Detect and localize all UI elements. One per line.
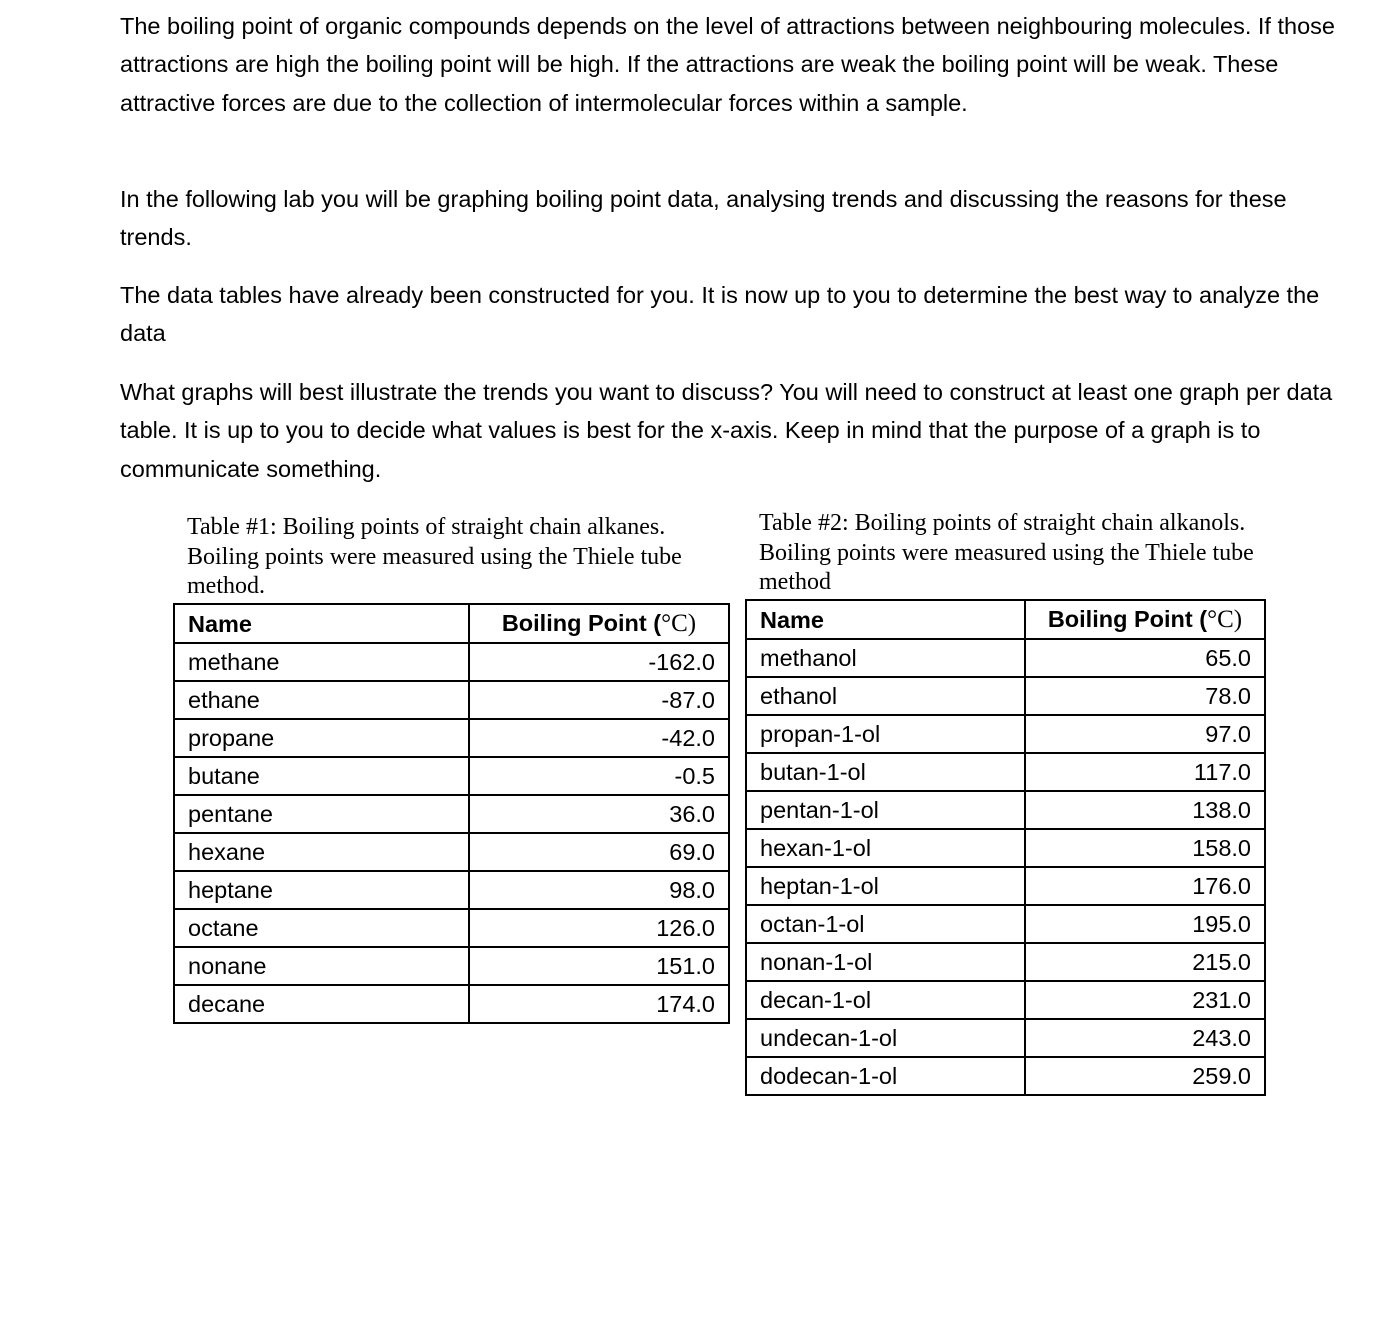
table-row: [746, 943, 1265, 981]
boiling-point-column-header: [469, 604, 729, 643]
table-row: [746, 867, 1265, 905]
boiling-point-cell: -42.0: [469, 719, 729, 757]
boiling-point-cell: 158.0: [1025, 829, 1265, 867]
boiling-point-cell: 69.0: [469, 833, 729, 871]
compound-name-cell: nonane: [174, 947, 469, 985]
table-row: [746, 677, 1265, 715]
table-row: [174, 833, 729, 871]
table-row: [746, 1057, 1265, 1095]
compound-name-cell: pentan-1-ol: [746, 791, 1025, 829]
compound-name-cell: decane: [174, 985, 469, 1023]
alkanols-table: [745, 599, 1266, 1096]
boiling-point-cell: 78.0: [1025, 677, 1265, 715]
table-row: [174, 795, 729, 833]
compound-name-cell: propan-1-ol: [746, 715, 1025, 753]
compound-name-cell: methanol: [746, 639, 1025, 677]
boiling-point-cell: 243.0: [1025, 1019, 1265, 1057]
compound-name-cell: butane: [174, 757, 469, 795]
table-row: [746, 1019, 1265, 1057]
boiling-point-cell: -0.5: [469, 757, 729, 795]
table-row: [174, 643, 729, 681]
celsius-unit: °C): [1207, 606, 1243, 633]
table-row: [746, 829, 1265, 867]
boiling-point-cell: 176.0: [1025, 867, 1265, 905]
intro-paragraph: The boiling point of organic compounds depends on the level of attractions between neighbouring molecules. If those attractions are high the boiling point will be high. If the attractions are weak the boiling point will be weak. These attractive forces are due to the collection of intermolecular forces within a sample.: [120, 13, 1335, 116]
boiling-point-header-label: Boiling Point (: [501, 610, 662, 636]
boiling-point-cell: 195.0: [1025, 905, 1265, 943]
compound-name-cell: hexane: [174, 833, 469, 871]
compound-name-cell: propane: [174, 719, 469, 757]
table1-caption: Table #1: Boiling points of straight chain alkanes. Boiling points were measured using the Thiele tube method.: [187, 514, 682, 599]
table-row: [746, 791, 1265, 829]
compound-name-cell: octan-1-ol: [746, 905, 1025, 943]
lab-description-paragraph: In the following lab you will be graphing boiling point data, analysing trends and discussing the reasons for these trends.: [120, 186, 1287, 251]
table-row: [174, 871, 729, 909]
boiling-point-cell: 36.0: [469, 795, 729, 833]
table-row: [174, 681, 729, 719]
boiling-point-header-label: Boiling Point (: [1047, 606, 1208, 632]
table2-caption: Table #2: Boiling points of straight chain alkanols. Boiling points were measured using the Thiele tube method: [759, 510, 1254, 595]
compound-name-cell: nonan-1-ol: [746, 943, 1025, 981]
boiling-point-cell: 151.0: [469, 947, 729, 985]
compound-name-cell: pentane: [174, 795, 469, 833]
compound-name-cell: octane: [174, 909, 469, 947]
table-row: [746, 715, 1265, 753]
boiling-point-cell: 117.0: [1025, 753, 1265, 791]
compound-name-cell: methane: [174, 643, 469, 681]
graph-instructions-paragraph: What graphs will best illustrate the trends you want to discuss? You will need to construct at least one graph per data table. It is up to you to decide what values is best for the x-axis. Keep in mind that the purpose of a graph is to communicate something.: [120, 379, 1333, 482]
boiling-point-cell: 97.0: [1025, 715, 1265, 753]
compound-name-cell: heptane: [174, 871, 469, 909]
compound-name-cell: decan-1-ol: [746, 981, 1025, 1019]
data-tables-paragraph: The data tables have already been constructed for you. It is now up to you to determine the best way to analyze the data: [120, 282, 1320, 347]
table-row: [174, 909, 729, 947]
table-header-row: [746, 600, 1265, 639]
compound-name-cell: heptan-1-ol: [746, 867, 1025, 905]
compound-name-cell: hexan-1-ol: [746, 829, 1025, 867]
boiling-point-cell: 126.0: [469, 909, 729, 947]
boiling-point-cell: -162.0: [469, 643, 729, 681]
celsius-unit: °C): [661, 610, 697, 637]
boiling-point-cell: 215.0: [1025, 943, 1265, 981]
table-row: [174, 757, 729, 795]
table-row: [174, 719, 729, 757]
table-row: [174, 947, 729, 985]
boiling-point-cell: -87.0: [469, 681, 729, 719]
table-row: [746, 905, 1265, 943]
boiling-point-cell: 98.0: [469, 871, 729, 909]
boiling-point-cell: 138.0: [1025, 791, 1265, 829]
boiling-point-column-header: [1025, 600, 1265, 639]
boiling-point-cell: 259.0: [1025, 1057, 1265, 1095]
table-row: [174, 985, 729, 1023]
table-row: [746, 753, 1265, 791]
boiling-point-cell: 174.0: [469, 985, 729, 1023]
table-row: [746, 639, 1265, 677]
compound-name-cell: undecan-1-ol: [746, 1019, 1025, 1057]
boiling-point-cell: 231.0: [1025, 981, 1265, 1019]
compound-name-cell: ethanol: [746, 677, 1025, 715]
table-header-row: [174, 604, 729, 643]
boiling-point-cell: 65.0: [1025, 639, 1265, 677]
name-column-header: Name: [174, 604, 469, 643]
compound-name-cell: ethane: [174, 681, 469, 719]
compound-name-cell: dodecan-1-ol: [746, 1057, 1025, 1095]
table-row: [746, 981, 1265, 1019]
name-column-header: Name: [746, 600, 1025, 639]
compound-name-cell: butan-1-ol: [746, 753, 1025, 791]
alkanes-table: [173, 603, 730, 1024]
